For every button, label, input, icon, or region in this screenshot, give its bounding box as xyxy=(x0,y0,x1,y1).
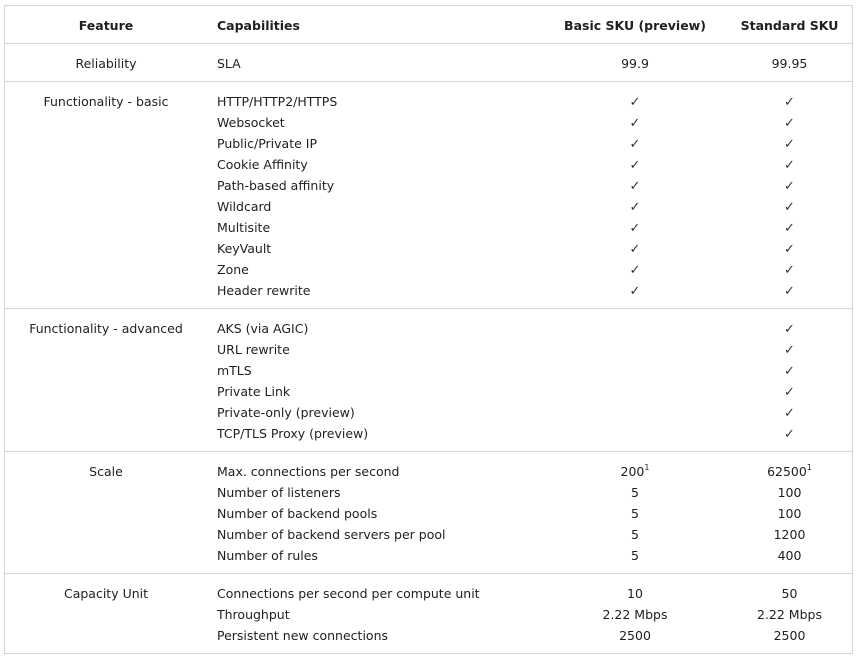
standard-sku-cell xyxy=(713,53,860,74)
table-section xyxy=(5,452,852,574)
value-text: 2.22 Mbps xyxy=(757,607,822,622)
capability-cell: Header rewrite xyxy=(217,283,311,298)
capability-cell: Public/Private IP xyxy=(217,136,317,151)
standard-sku-cell xyxy=(713,360,860,382)
footnote-marker: 1 xyxy=(806,462,812,472)
table-row xyxy=(5,545,852,566)
standard-sku-cell xyxy=(713,583,860,604)
capability-cell: Throughput xyxy=(217,607,290,622)
value-text: 2500 xyxy=(773,628,806,643)
feature-cell: Functionality - advanced xyxy=(29,321,183,336)
table-row xyxy=(5,217,852,238)
checkmark-icon: ✓ xyxy=(629,263,641,278)
checkmark-icon: ✓ xyxy=(629,116,641,131)
checkmark-icon: ✓ xyxy=(784,200,795,215)
checkmark-icon: ✓ xyxy=(629,242,641,257)
checkmark-icon: ✓ xyxy=(784,406,795,421)
table-row xyxy=(5,461,852,482)
standard-sku-cell xyxy=(713,339,860,361)
basic-sku-cell xyxy=(550,482,720,503)
checkmark-icon: ✓ xyxy=(784,158,795,173)
feature-cell: Capacity Unit xyxy=(63,586,149,601)
value-text: 100 xyxy=(777,485,802,500)
standard-sku-cell xyxy=(713,196,860,218)
basic-sku-cell xyxy=(550,259,720,281)
value-text: 5 xyxy=(631,506,639,521)
standard-sku-cell xyxy=(713,133,860,155)
capability-cell: mTLS xyxy=(217,363,252,378)
value-text: 99.95 xyxy=(771,56,808,71)
capability-cell: URL rewrite xyxy=(217,342,290,357)
checkmark-icon: ✓ xyxy=(784,284,795,299)
basic-sku-cell xyxy=(550,112,720,134)
standard-sku-cell xyxy=(713,280,860,302)
standard-sku-cell xyxy=(713,154,860,176)
value-text: 5 xyxy=(631,548,639,563)
sku-comparison-table xyxy=(4,5,853,654)
table-row xyxy=(5,524,852,545)
basic-sku-cell xyxy=(550,133,720,155)
capability-cell: Wildcard xyxy=(217,199,272,214)
standard-sku-cell xyxy=(713,461,860,482)
value-text: 10 xyxy=(627,586,643,601)
standard-sku-cell xyxy=(713,381,860,403)
table-row xyxy=(5,381,852,402)
capability-cell: SLA xyxy=(217,56,241,71)
standard-sku-cell xyxy=(713,318,860,340)
capability-cell: Private-only (preview) xyxy=(217,405,355,420)
capability-cell: Number of listeners xyxy=(217,485,341,500)
basic-sku-cell xyxy=(550,503,720,524)
basic-sku-cell xyxy=(550,461,720,482)
basic-sku-cell xyxy=(550,175,720,197)
standard-sku-cell xyxy=(713,604,860,625)
basic-sku-cell xyxy=(550,625,720,646)
checkmark-icon: ✓ xyxy=(784,343,795,358)
standard-sku-cell xyxy=(713,238,860,260)
basic-sku-cell xyxy=(550,91,720,113)
capability-cell: Number of backend servers per pool xyxy=(217,527,446,542)
value-text: 100 xyxy=(777,506,802,521)
value-text: 50 xyxy=(781,586,798,601)
capability-cell: HTTP/HTTP2/HTTPS xyxy=(217,94,338,109)
header-basic-sku: Basic SKU (preview) xyxy=(564,18,706,33)
standard-sku-cell xyxy=(713,625,860,646)
checkmark-icon: ✓ xyxy=(629,137,641,152)
checkmark-icon: ✓ xyxy=(629,221,641,236)
basic-sku-cell xyxy=(550,524,720,545)
standard-sku-cell xyxy=(713,402,860,424)
header-capabilities: Capabilities xyxy=(217,18,300,33)
feature-cell: Scale xyxy=(89,464,123,479)
table-row xyxy=(5,259,852,280)
basic-sku-cell xyxy=(550,238,720,260)
capability-cell: Private Link xyxy=(217,384,291,399)
checkmark-icon: ✓ xyxy=(784,137,795,152)
table-row xyxy=(5,604,852,625)
value-text: 5 xyxy=(631,527,639,542)
capability-cell: Persistent new connections xyxy=(217,628,389,643)
table-row xyxy=(5,112,852,133)
capability-cell: Path-based affinity xyxy=(217,178,335,193)
standard-sku-cell xyxy=(713,524,860,545)
checkmark-icon: ✓ xyxy=(784,221,795,236)
checkmark-icon: ✓ xyxy=(784,364,795,379)
table-row xyxy=(5,154,852,175)
table-row xyxy=(5,53,852,74)
capability-cell: Connections per second per compute unit xyxy=(217,586,480,601)
checkmark-icon: ✓ xyxy=(784,263,795,278)
checkmark-icon: ✓ xyxy=(784,427,795,442)
table-section xyxy=(5,574,852,655)
basic-sku-cell xyxy=(550,280,720,302)
table-row xyxy=(5,423,852,444)
checkmark-icon: ✓ xyxy=(629,158,641,173)
capability-cell: Max. connections per second xyxy=(217,464,400,479)
table-row xyxy=(5,280,852,301)
table-row xyxy=(5,583,852,604)
capability-cell: Zone xyxy=(217,262,249,277)
capability-cell: AKS (via AGIC) xyxy=(217,321,309,336)
table-section xyxy=(5,44,852,82)
header-standard-sku: Standard SKU xyxy=(740,18,839,33)
value-text: 2500 xyxy=(619,628,651,643)
checkmark-icon: ✓ xyxy=(784,179,795,194)
table-row xyxy=(5,625,852,646)
capability-cell: TCP/TLS Proxy (preview) xyxy=(217,426,369,441)
table-row xyxy=(5,91,852,112)
table-row xyxy=(5,360,852,381)
capability-cell: Websocket xyxy=(217,115,285,130)
checkmark-icon: ✓ xyxy=(629,200,641,215)
basic-sku-cell xyxy=(550,604,720,625)
table-row xyxy=(5,196,852,217)
value-text: 1200 xyxy=(773,527,806,542)
value-text: 400 xyxy=(777,548,802,563)
table-section xyxy=(5,82,852,309)
standard-sku-cell xyxy=(713,423,860,445)
standard-sku-cell xyxy=(713,112,860,134)
checkmark-icon: ✓ xyxy=(784,385,795,400)
feature-cell: Reliability xyxy=(75,56,137,71)
standard-sku-cell xyxy=(713,217,860,239)
checkmark-icon: ✓ xyxy=(629,284,641,299)
table-row xyxy=(5,175,852,196)
checkmark-icon: ✓ xyxy=(784,242,795,257)
checkmark-icon: ✓ xyxy=(784,95,795,110)
checkmark-icon: ✓ xyxy=(629,95,641,110)
standard-sku-cell xyxy=(713,91,860,113)
standard-sku-cell xyxy=(713,503,860,524)
checkmark-icon: ✓ xyxy=(784,116,795,131)
table-header xyxy=(5,6,852,44)
capability-cell: KeyVault xyxy=(217,241,272,256)
value-text: 200 xyxy=(620,464,645,479)
standard-sku-cell xyxy=(713,259,860,281)
capability-cell: Number of backend pools xyxy=(217,506,378,521)
value-text: 62500 xyxy=(767,464,807,479)
value-text: 2.22 Mbps xyxy=(602,607,668,622)
basic-sku-cell xyxy=(550,583,720,604)
capability-cell: Multisite xyxy=(217,220,271,235)
basic-sku-cell xyxy=(550,196,720,218)
standard-sku-cell xyxy=(713,545,860,566)
standard-sku-cell xyxy=(713,482,860,503)
value-text: 5 xyxy=(631,485,639,500)
table-row xyxy=(5,318,852,339)
table-section xyxy=(5,309,852,452)
checkmark-icon: ✓ xyxy=(629,179,641,194)
table-row xyxy=(5,482,852,503)
feature-cell: Functionality - basic xyxy=(43,94,169,109)
table-row xyxy=(5,133,852,154)
basic-sku-cell xyxy=(550,154,720,176)
table-row xyxy=(5,402,852,423)
table-row xyxy=(5,238,852,259)
capability-cell: Cookie Affinity xyxy=(217,157,308,172)
capability-cell: Number of rules xyxy=(217,548,318,563)
footnote-marker: 1 xyxy=(644,462,650,472)
basic-sku-cell xyxy=(550,53,720,74)
basic-sku-cell xyxy=(550,545,720,566)
standard-sku-cell xyxy=(713,175,860,197)
basic-sku-cell xyxy=(550,217,720,239)
checkmark-icon: ✓ xyxy=(784,322,795,337)
value-text: 99.9 xyxy=(621,56,649,71)
table-row xyxy=(5,339,852,360)
header-feature: Feature xyxy=(78,18,134,33)
table-row xyxy=(5,503,852,524)
